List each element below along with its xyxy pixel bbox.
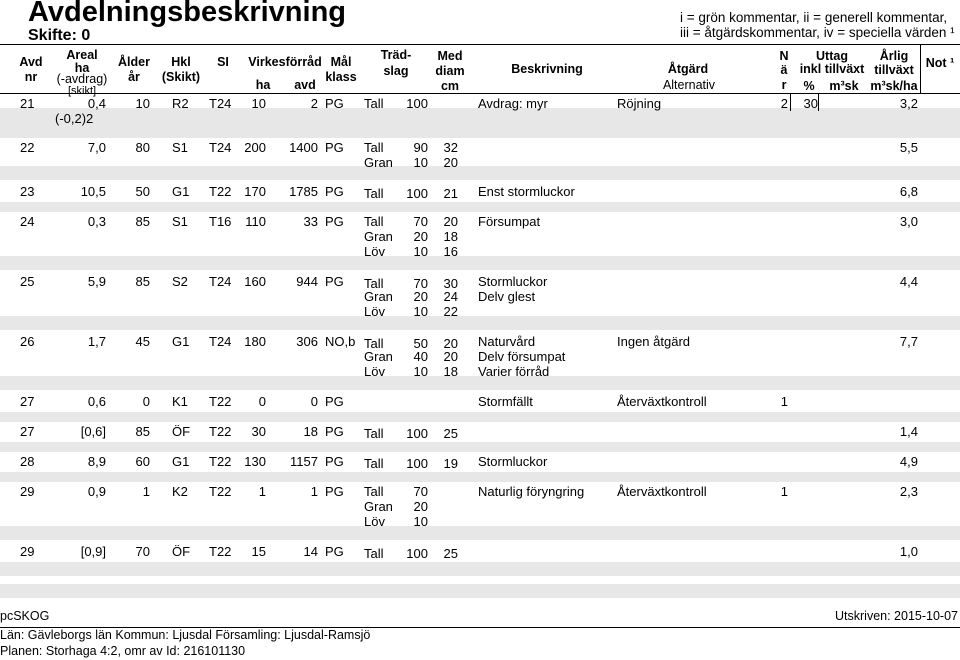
stand-hkl: G1 <box>172 454 190 469</box>
species-percent: 70 <box>413 214 428 229</box>
species-percent: 50 <box>413 336 428 351</box>
stand-areal: 0,9 <box>87 484 106 499</box>
col-virke-avd: avd <box>294 78 316 92</box>
stand-alder: 80 <box>135 140 150 155</box>
stand-virke-ha: 1 <box>258 484 266 499</box>
stand-alder: 85 <box>135 214 150 229</box>
stand-alder: 50 <box>135 184 150 199</box>
stand-virke-ha: 160 <box>244 274 266 289</box>
stand-beskrivning: Naturvård <box>478 334 536 349</box>
species-percent: 10 <box>413 364 428 379</box>
col-areal-skikt: [skikt] <box>67 85 97 97</box>
stand-si: T24 <box>209 140 232 155</box>
stand-areal: 8,9 <box>87 454 106 469</box>
stand-si: T22 <box>209 184 232 199</box>
footer-plan-id: Planen: Storhaga 4:2, omr av Id: 216101130 <box>0 644 246 658</box>
stand-beskrivning: Varier förråd <box>478 364 550 379</box>
stand-nr: 27 <box>20 394 35 409</box>
stand-beskrivning: Delv försumpat <box>478 349 566 364</box>
stand-si: T22 <box>209 394 232 409</box>
col-uttag-m3: m³sk <box>829 79 859 93</box>
stand-virke-avd: 0 <box>310 394 318 409</box>
stand-nr: 29 <box>20 544 35 559</box>
species-name: Tall <box>364 214 384 229</box>
stand-nr: 21 <box>20 96 35 111</box>
stand-areal: 10,5 <box>80 184 106 199</box>
species-percent: 70 <box>413 276 428 291</box>
species-diameter: 18 <box>443 364 458 379</box>
stand-nr: 26 <box>20 334 35 349</box>
stand-virke-ha: 170 <box>244 184 266 199</box>
stand-si: T16 <box>209 214 232 229</box>
stand-si: T22 <box>209 484 232 499</box>
stand-virke-avd: 18 <box>303 424 318 439</box>
stand-alder: 85 <box>135 274 150 289</box>
stand-virke-ha: 30 <box>251 424 266 439</box>
species-name: Tall <box>364 484 384 499</box>
stand-beskrivning: Naturlig föryngring <box>478 484 585 499</box>
stand-areal: 5,9 <box>87 274 106 289</box>
species-diameter: 16 <box>443 244 458 259</box>
stand-areal: 0,6 <box>87 394 106 409</box>
stand-virke-ha: 15 <box>251 544 266 559</box>
stand-malklass: PG <box>325 544 344 559</box>
stand-virke-avd: 1785 <box>289 184 318 199</box>
col-nar-3: r <box>781 78 787 92</box>
species-name: Löv <box>364 244 385 259</box>
stand-areal: [0,6] <box>80 424 106 439</box>
stand-nr: 22 <box>20 140 35 155</box>
col-hkl: Hkl <box>171 55 191 69</box>
species-name: Tall <box>364 456 384 471</box>
stand-si: T24 <box>209 334 232 349</box>
stand-areal: 1,7 <box>87 334 106 349</box>
stand-arlig-tillvaxt: 2,3 <box>899 484 918 499</box>
header-bottom-rule <box>0 93 960 94</box>
col-mal-klass: klass <box>325 70 357 84</box>
stand-nar: 1 <box>780 394 788 409</box>
species-name: Löv <box>364 514 385 529</box>
species-diameter: 20 <box>443 214 458 229</box>
species-percent: 10 <box>413 155 428 170</box>
stand-arlig-tillvaxt: 7,7 <box>899 334 918 349</box>
row-stripe <box>0 472 960 482</box>
col-alder: Ålder <box>118 55 150 69</box>
stand-atgard: Återväxtkontroll <box>617 394 707 409</box>
row-stripe <box>0 412 960 422</box>
species-diameter: 30 <box>443 276 458 291</box>
stand-si: T22 <box>209 544 232 559</box>
species-percent: 20 <box>413 499 428 514</box>
stand-virke-ha: 10 <box>251 96 266 111</box>
stand-nar: 1 <box>780 484 788 499</box>
stand-virke-avd: 33 <box>303 214 318 229</box>
footer-location: Län: Gävleborgs län Kommun: Ljusdal Församling: Ljusdal-Ramsjö <box>0 628 371 642</box>
species-diameter: 32 <box>443 140 458 155</box>
species-percent: 100 <box>406 426 428 441</box>
species-diameter: 20 <box>443 336 458 351</box>
stand-malklass: PG <box>325 184 344 199</box>
stand-virke-ha: 0 <box>258 394 266 409</box>
stand-virke-ha: 180 <box>244 334 266 349</box>
row-stripe <box>0 166 960 180</box>
species-percent: 10 <box>413 244 428 259</box>
col-si: SI <box>217 55 229 69</box>
footer-printed-date: Utskriven: 2015-10-07 <box>835 609 958 623</box>
stand-virke-ha: 130 <box>244 454 266 469</box>
species-name: Tall <box>364 276 384 291</box>
species-percent: 100 <box>406 96 428 111</box>
species-percent: 90 <box>413 140 428 155</box>
species-percent: 100 <box>406 186 428 201</box>
col-uttag-pct: % <box>803 79 815 93</box>
species-name: Tall <box>364 426 384 441</box>
species-percent: 20 <box>413 229 428 244</box>
page-subtitle: Skifte: 0 <box>28 27 91 44</box>
species-percent: 10 <box>413 514 428 529</box>
stand-areal: 0,4 <box>87 96 106 111</box>
uttag-divider <box>818 93 819 111</box>
species-name: Gran <box>364 349 393 364</box>
species-diameter: 25 <box>443 546 458 561</box>
stand-virke-avd: 14 <box>303 544 318 559</box>
row-stripe <box>0 584 960 598</box>
row-stripe <box>0 316 960 330</box>
species-name: Tall <box>364 546 384 561</box>
col-nar: N <box>779 49 789 63</box>
species-diameter: 24 <box>443 289 458 304</box>
col-med-diam: diam <box>435 64 465 78</box>
stand-hkl: K1 <box>172 394 188 409</box>
species-name: Löv <box>364 304 385 319</box>
stand-areal: 7,0 <box>87 140 106 155</box>
stand-hkl: G1 <box>172 184 190 199</box>
stand-si: T24 <box>209 274 232 289</box>
col-uttag-inkl: inkl tillväxt <box>799 62 865 76</box>
col-tradslag: Träd- <box>380 48 412 62</box>
col-hkl-skikt: (Skikt) <box>161 70 201 84</box>
stand-nr: 29 <box>20 484 35 499</box>
stand-arlig-tillvaxt: 3,0 <box>899 214 918 229</box>
stand-hkl: G1 <box>172 334 190 349</box>
stand-beskrivning: Försumpat <box>478 214 541 229</box>
species-name: Tall <box>364 336 384 351</box>
stand-virke-ha: 110 <box>245 214 266 229</box>
stand-alder: 10 <box>135 96 150 111</box>
stand-virke-ha: 200 <box>244 140 266 155</box>
stand-hkl: S1 <box>172 214 188 229</box>
species-name: Gran <box>364 229 393 244</box>
stand-virke-avd: 1157 <box>290 454 318 469</box>
row-stripe <box>0 202 960 212</box>
species-name: Tall <box>364 140 384 155</box>
stand-si: T24 <box>209 96 232 111</box>
stand-hkl: S2 <box>172 274 188 289</box>
stand-malklass: PG <box>325 484 344 499</box>
col-arlig-unit: m³sk/ha <box>870 79 918 93</box>
col-alternativ: Alternativ <box>662 78 716 92</box>
stand-uttag-pct: 30 <box>803 96 818 111</box>
col-mal: Mål <box>330 55 352 69</box>
stand-si: T22 <box>209 424 232 439</box>
stand-hkl: ÖF <box>172 424 191 439</box>
species-percent: 40 <box>413 349 428 364</box>
stand-alder: 0 <box>142 394 150 409</box>
stand-arlig-tillvaxt: 4,4 <box>899 274 918 289</box>
stand-malklass: PG <box>325 454 344 469</box>
species-name: Tall <box>364 186 384 201</box>
stand-arlig-tillvaxt: 4,9 <box>899 454 918 469</box>
species-name: Gran <box>364 289 393 304</box>
col-areal: Areal <box>66 48 98 62</box>
species-diameter: 20 <box>443 349 458 364</box>
stand-malklass: PG <box>325 214 344 229</box>
col-areal-avdrag: (-avdrag) <box>56 72 108 86</box>
col-tradslag-2: slag <box>383 64 409 78</box>
stand-areal: [0,9] <box>80 544 106 559</box>
footer-app-name: pcSKOG <box>0 609 50 623</box>
row-stripe <box>0 256 960 270</box>
species-name: Gran <box>364 499 393 514</box>
col-med: Med <box>437 49 463 63</box>
species-percent: 100 <box>406 546 428 561</box>
header-top-rule <box>0 44 960 45</box>
stand-virke-avd: 1 <box>310 484 318 499</box>
col-avd: Avd <box>19 55 43 69</box>
stand-malklass: PG <box>325 96 344 111</box>
stand-beskrivning: Stormluckor <box>478 454 548 469</box>
stand-beskrivning: Enst stormluckor <box>478 184 575 199</box>
col-nar-2: ä <box>780 63 788 77</box>
stand-arlig-tillvaxt: 1,4 <box>899 424 918 439</box>
stand-atgard: Återväxtkontroll <box>617 484 707 499</box>
stand-nr: 24 <box>20 214 35 229</box>
legend-line-1: i = grön kommentar, ii = generell kommentar, <box>680 10 948 25</box>
stand-si: T22 <box>209 454 232 469</box>
stand-hkl: S1 <box>172 140 188 155</box>
stand-malklass: PG <box>325 274 344 289</box>
stand-alder: 70 <box>135 544 150 559</box>
species-name: Gran <box>364 155 393 170</box>
stand-virke-avd: 306 <box>296 334 318 349</box>
species-diameter: 21 <box>443 186 458 201</box>
row-stripe <box>0 442 960 452</box>
stand-arlig-tillvaxt: 1,0 <box>899 544 918 559</box>
page-title: Avdelningsbeskrivning <box>28 0 346 28</box>
col-not: Not ¹ <box>925 56 955 70</box>
species-percent: 100 <box>406 456 428 471</box>
col-atgard: Åtgärd <box>667 62 709 76</box>
stand-malklass: PG <box>325 394 344 409</box>
stand-atgard: Ingen åtgärd <box>617 334 691 349</box>
species-name: Löv <box>364 364 385 379</box>
stand-malklass: NO,b <box>325 334 356 349</box>
stand-alder: 45 <box>135 334 150 349</box>
species-diameter: 20 <box>443 155 458 170</box>
stand-malklass: PG <box>325 140 344 155</box>
species-diameter: 19 <box>443 456 458 471</box>
col-avd-nr: nr <box>24 70 38 84</box>
stand-nr: 25 <box>20 274 35 289</box>
stand-beskrivning: Delv glest <box>478 289 536 304</box>
species-diameter: 18 <box>443 229 458 244</box>
col-virkesforrad: Virkesförråd <box>248 55 322 69</box>
stand-alder: 85 <box>135 424 150 439</box>
species-name: Tall <box>364 96 384 111</box>
stand-beskrivning: Avdrag: myr <box>478 96 548 111</box>
stand-virke-avd: 1400 <box>289 140 318 155</box>
stand-virke-avd: 2 <box>310 96 318 111</box>
legend-line-2: iii = åtgärdskommentar, iv = speciella värden ¹ <box>680 25 955 40</box>
species-diameter: 25 <box>443 426 458 441</box>
stand-beskrivning: Stormfällt <box>478 394 533 409</box>
stand-nr: 28 <box>20 454 35 469</box>
col-med-cm: cm <box>440 79 460 93</box>
row-stripe <box>0 526 960 540</box>
stand-nar: 2 <box>780 96 788 111</box>
col-uttag: Uttag <box>816 49 848 63</box>
stand-malklass: PG <box>325 424 344 439</box>
row-stripe <box>0 562 960 576</box>
stand-hkl: R2 <box>172 96 189 111</box>
row-stripe <box>0 124 960 138</box>
not-divider <box>920 44 921 93</box>
species-percent: 70 <box>413 484 428 499</box>
stand-alder: 1 <box>142 484 150 499</box>
stand-hkl: K2 <box>172 484 188 499</box>
col-areal-ha: ha <box>74 61 90 75</box>
col-arlig-tillvaxt: tillväxt <box>874 63 914 77</box>
stand-arlig-tillvaxt: 5,5 <box>899 140 918 155</box>
stand-arlig-tillvaxt: 6,8 <box>899 184 918 199</box>
col-virke-ha: ha <box>255 78 271 92</box>
uttag-divider <box>790 93 791 111</box>
stand-hkl: ÖF <box>172 544 191 559</box>
col-alder-ar: år <box>128 70 140 84</box>
species-percent: 10 <box>413 304 428 319</box>
stand-areal-avdrag: (-0,2)2 <box>55 111 94 126</box>
stand-arlig-tillvaxt: 3,2 <box>899 96 918 111</box>
species-percent: 20 <box>413 289 428 304</box>
stand-nr: 23 <box>20 184 35 199</box>
stand-alder: 60 <box>135 454 150 469</box>
stand-virke-avd: 944 <box>296 274 318 289</box>
col-arlig: Årlig <box>879 49 909 63</box>
stand-atgard: Röjning <box>617 96 662 111</box>
species-diameter: 22 <box>443 304 458 319</box>
stand-nr: 27 <box>20 424 35 439</box>
stand-beskrivning: Stormluckor <box>478 274 548 289</box>
col-beskrivning: Beskrivning <box>511 62 583 76</box>
stand-areal: 0,3 <box>87 214 106 229</box>
